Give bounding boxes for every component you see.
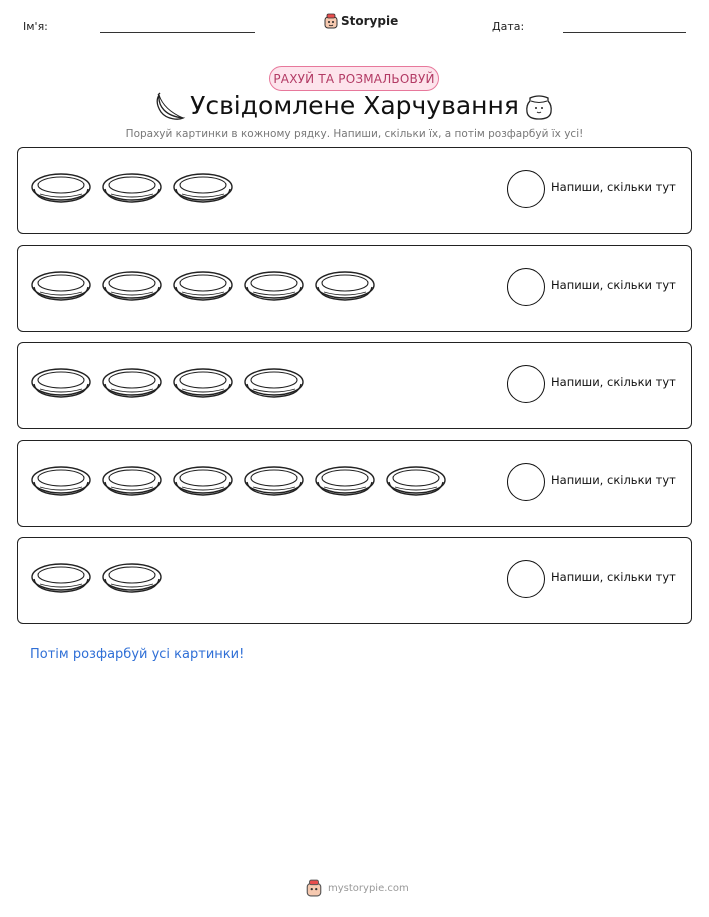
plate-icon[interactable] (314, 463, 376, 503)
plate-icon[interactable] (101, 268, 163, 308)
answer-circle[interactable] (507, 268, 545, 306)
plate-icon[interactable] (172, 365, 234, 405)
jar-icon (523, 92, 555, 122)
footer-site: mystorypie.com (328, 882, 409, 894)
plate-icon[interactable] (30, 560, 92, 600)
answer-circle[interactable] (507, 365, 545, 403)
instructions: Порахуй картинки в кожному рядку. Напиши, скільки їх, а потім розфарбуй їх усі! (125, 128, 584, 140)
answer-prompt: Напиши, скільки тут (551, 180, 676, 194)
answer-circle[interactable] (507, 170, 545, 208)
plate-icon[interactable] (101, 365, 163, 405)
answer-circle[interactable] (507, 560, 545, 598)
storypie-mascot-icon (324, 13, 338, 29)
brand-name: Storypie (341, 14, 399, 28)
plate-icon[interactable] (30, 365, 92, 405)
counting-row (17, 147, 692, 234)
plate-icon[interactable] (314, 268, 376, 308)
answer-prompt: Напиши, скільки тут (551, 570, 676, 584)
counting-row (17, 537, 692, 624)
date-label: Дата: (492, 20, 525, 33)
storypie-logo (324, 13, 398, 29)
plate-icon[interactable] (385, 463, 447, 503)
counting-row (17, 440, 692, 527)
plate-icon[interactable] (243, 365, 305, 405)
plate-icon[interactable] (30, 268, 92, 308)
activity-badge: РАХУЙ ТА РОЗМАЛЬОВУЙ (269, 66, 439, 91)
storypie-mascot-icon (306, 879, 322, 897)
plate-icon[interactable] (30, 463, 92, 503)
answer-circle[interactable] (507, 463, 545, 501)
date-line[interactable] (563, 32, 686, 33)
name-label: Ім'я: (23, 20, 48, 33)
answer-prompt: Напиши, скільки тут (551, 473, 676, 487)
plate-icon[interactable] (101, 170, 163, 210)
page-title: Усвідомлене Харчування (190, 91, 519, 120)
counting-row (17, 245, 692, 332)
plate-icon[interactable] (243, 463, 305, 503)
plate-icon[interactable] (101, 463, 163, 503)
footer-logo (306, 879, 409, 897)
plate-icon[interactable] (30, 170, 92, 210)
name-line[interactable] (100, 32, 255, 33)
plate-icon[interactable] (172, 170, 234, 210)
plate-icon[interactable] (172, 463, 234, 503)
coloring-note: Потім розфарбуй усі картинки! (30, 647, 245, 662)
plate-icon[interactable] (172, 268, 234, 308)
answer-prompt: Напиши, скільки тут (551, 278, 676, 292)
plate-icon[interactable] (243, 268, 305, 308)
answer-prompt: Напиши, скільки тут (551, 375, 676, 389)
plate-icon[interactable] (101, 560, 163, 600)
counting-row (17, 342, 692, 429)
